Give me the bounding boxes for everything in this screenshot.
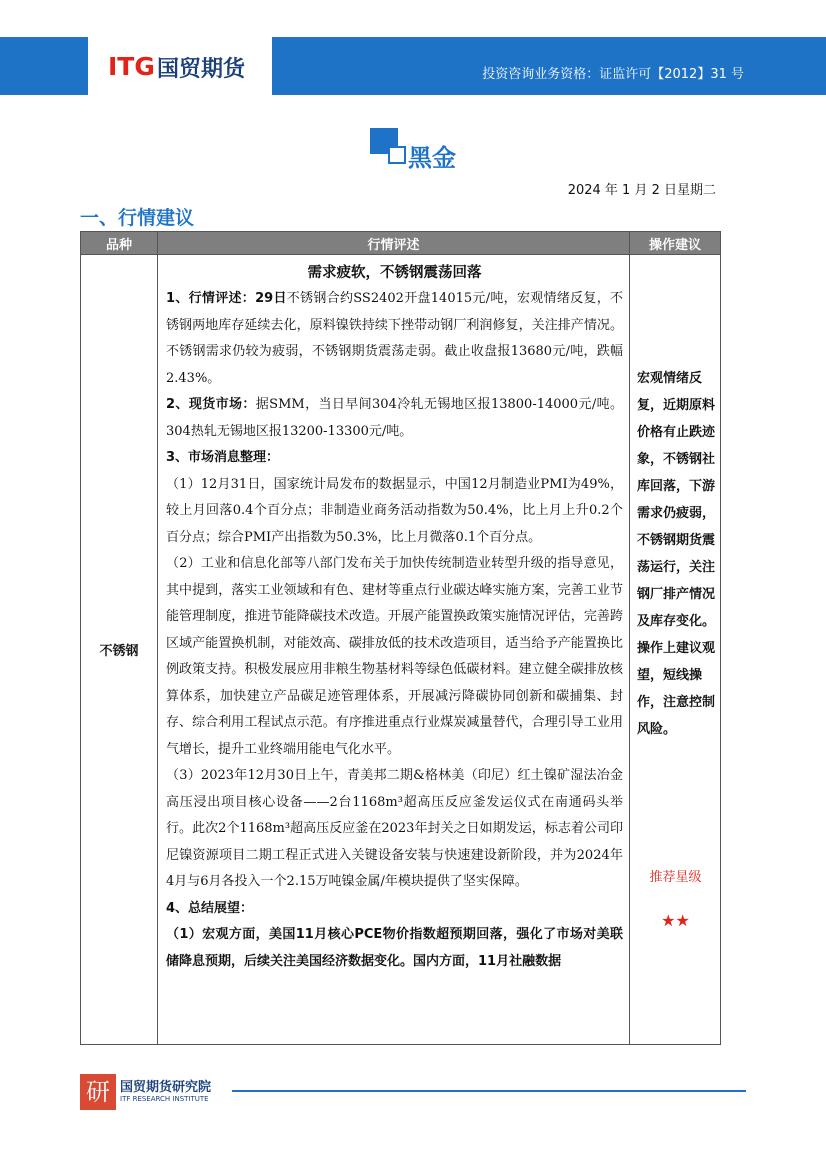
paragraph-news-label (166, 445, 623, 472)
paragraph-spot-market (166, 392, 623, 445)
review-text: 不锈钢合约SS2402开盘14015元/吨，宏观情绪反复，不锈钢两地库存延续去化，原料镍铁持续下挫带动钢厂利润修复，关注排产情况。不锈钢需求仍较为疲弱，不锈钢期货震荡走弱。截止收盘报13680元/吨，跌幅2.43%。 (166, 291, 624, 386)
footer-divider (232, 1090, 746, 1092)
variety-cell: 不锈钢 (81, 255, 158, 1045)
label-summary: 4、总结展望： (166, 900, 254, 916)
advice-text: 宏观情绪反复，近期原料价格有止跌迹象，不锈钢社库回落，下游需求仍疲弱，不锈钢期货震荡运行，关注钢厂排产情况及库存变化。操作上建议观望，短线操作，注意控制风险。 (637, 371, 716, 737)
license-text: 投资咨询业务资格：证监许可【2012】31 号 (482, 67, 744, 82)
report-title: 黑金 (408, 144, 456, 172)
recommendation-table (80, 231, 721, 1045)
review-date: 29日 (255, 291, 287, 306)
label-market-review: 1、行情评述： (166, 291, 256, 306)
research-logo-icon: 研 (80, 1074, 116, 1110)
footer-institute-sub: ITF RESEARCH INSTITUTE (120, 1095, 209, 1103)
table-row (81, 255, 721, 1045)
news-item-3: （3）2023年12月30日上午，青美邦二期&格林美（印尼）红土镍矿湿法冶金高压浸出项目核心设备——2台1168m³超高压反应釜发运仪式在南通码头举行。此次2个1168m³超高压反应釜在2023年封关之日如期发运，标志着公司印尼镍资源项目二期工程正式进入关键设备安装与快速建设新阶段，并为2024年4月与6月各投入一个2.15万吨镍金属/年模块提供了坚实保障。 (166, 768, 623, 889)
label-news: 3、市场消息整理： (166, 450, 280, 465)
advice-cell (630, 255, 721, 1045)
table-header-row (81, 232, 721, 255)
footer-institute-name: 国贸期货研究院 (120, 1080, 212, 1095)
news-item-2: （2）工业和信息化部等八部门发布关于加快传统制造业转型升级的指导意见，其中提到，落实工业领域和有色、建材等重点行业碳达峰实施方案，完善工业节能管理制度，推进节能降碳技术改造。开展产能置换政策实施情况评估，完善跨区域产能置换机制，对能效高、碳排放低的技术改造项目，适当给予产能置换比例政策支持。积极发展应用非粮生物基材料等绿色低碳材料。建立健全碳排放核算体系，加快建立产品碳足迹管理体系，开展减污降碳协同创新和碳捕集、封存、综合利用工程试点示范。有序推进重点行业煤炭减量替代，合理引导工业用气增长，提升工业终端用能电气化水平。 (166, 556, 623, 757)
commentary-headline: 需求疲软，不锈钢震荡回落 (307, 265, 482, 281)
header-commentary: 行情评述 (158, 232, 630, 255)
header-variety: 品种 (81, 232, 158, 255)
logo-text-en: ITG (108, 52, 155, 81)
paragraph-summary-label (166, 896, 623, 923)
label-spot-market: 2、现货市场： (166, 397, 256, 412)
paragraph-market-review (166, 286, 623, 392)
commentary-cell (158, 255, 630, 1045)
rating-stars-icon: ★★ (661, 911, 690, 930)
news-item-1: （1）12月31日，国家统计局发布的数据显示，中国12月制造业PMI为49%，较上月回落0.4个百分点；非制造业商务活动指数为50.4%，比上月上升0.2个百分点；综合PMI产出指数为50.3%，比上月微落0.1个百分点。 (166, 476, 623, 545)
rating-label: 推荐星级 (649, 870, 702, 885)
report-date: 2024 年 1 月 2 日星期二 (567, 183, 716, 198)
spot-text: 据SMM，当日早间304冷轧无锡地区报13800-14000元/吨。304热轧无锡地区报13200-13300元/吨。 (166, 397, 624, 439)
summary-text: （1）宏观方面，美国11月核心PCE物价指数超预期回落，强化了市场对美联储降息预期，后续关注美国经济数据变化。国内方面，11月社融数据 (166, 927, 623, 969)
section-title: 一、行情建议 (80, 207, 195, 229)
title-square-icon-inner (388, 146, 406, 164)
logo-text-cn: 国贸期货 (157, 57, 246, 82)
header-advice: 操作建议 (630, 232, 721, 255)
